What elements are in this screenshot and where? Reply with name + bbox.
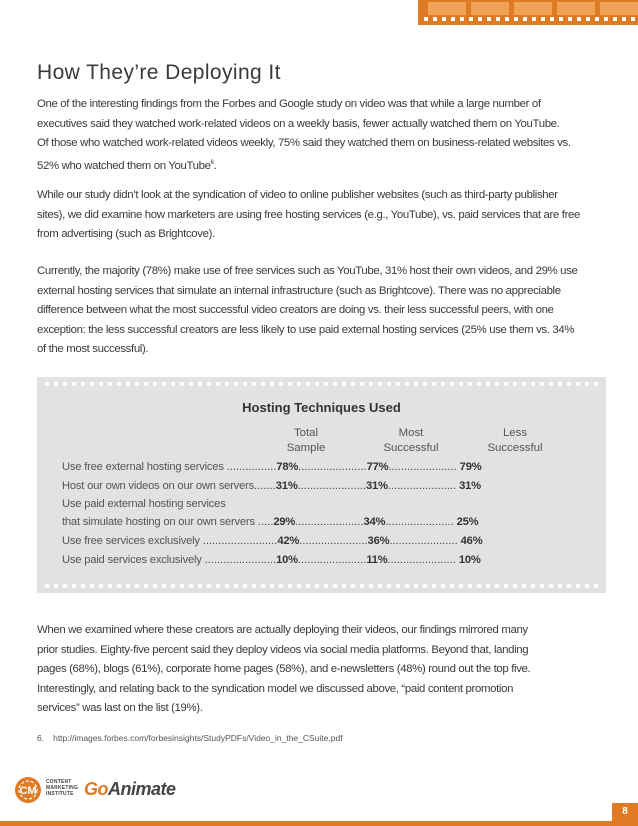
film-frame <box>428 2 466 15</box>
cell-total-sample: 31% <box>275 480 298 492</box>
film-frame <box>471 2 509 15</box>
paragraph-line-end: . <box>213 159 217 172</box>
paragraph-line: When we examined where these creators are actually deploying their videos, our findings mirrored many <box>37 624 528 636</box>
table-row <box>62 496 542 512</box>
cmi-logo-line: MARKETING <box>46 785 79 791</box>
goanimate-logo <box>84 779 176 800</box>
cmi-logo-text <box>46 779 78 797</box>
section-heading: How They’re Deploying It <box>37 61 281 84</box>
goanimate-logo-go: Go <box>84 779 108 799</box>
paragraph-1 <box>37 95 607 176</box>
cmi-logo-line: CONTENT <box>46 779 72 785</box>
leader-dots: ....... <box>254 480 276 492</box>
paragraph-line: services” was last on the list (19%). <box>37 702 203 714</box>
row-label: Use free external hosting services <box>62 461 224 473</box>
paragraph-line: executives said they watched work-related videos on a weekly basis, fewer actually watched them on YouTube. <box>37 117 560 130</box>
film-frame <box>514 2 552 15</box>
leader-dots: ...................... <box>389 535 458 547</box>
cell-most-successful: 36% <box>367 535 390 547</box>
film-frame <box>557 2 595 15</box>
footnote <box>37 733 343 743</box>
paragraph-line: Of those who watched work-related videos weekly, 75% said they watched them on business-related websites vs. <box>37 137 571 149</box>
paragraph-line: Currently, the majority (78%) make use of free services such as YouTube, 31% host their own videos, and 29% use <box>37 265 578 277</box>
film-sprocket-holes <box>45 382 600 386</box>
row-label: Use paid external hosting services <box>62 498 226 510</box>
table-row <box>62 533 542 549</box>
film-sprocket-holes <box>45 584 600 588</box>
leader-dots: ...................... <box>298 461 367 473</box>
paragraph-line: from advertising (such as Brightcove). <box>37 228 215 240</box>
paragraph-3 <box>37 262 607 360</box>
cell-total-sample: 29% <box>273 516 296 528</box>
cell-most-successful: 11% <box>366 554 388 566</box>
row-label: Host our own videos on our own servers <box>62 480 255 492</box>
leader-dots: ...................... <box>297 554 367 566</box>
column-header-less-successful <box>470 426 560 456</box>
cell-less-successful: 10% <box>458 554 481 566</box>
page-number: 8 <box>612 803 638 821</box>
leader-dots: ...................... <box>295 516 364 528</box>
cell-less-successful: 79% <box>459 461 482 473</box>
paragraph-line: One of the interesting findings from the Forbes and Google study on video was that while a large number of <box>37 98 541 110</box>
leader-dots: ...................... <box>387 554 456 566</box>
leader-dots: ....................... <box>204 554 277 566</box>
column-header-most-successful <box>366 426 456 456</box>
paragraph-4 <box>37 621 607 719</box>
row-label: that simulate hosting on our own servers <box>62 516 255 528</box>
column-header-line: Sample <box>286 442 326 454</box>
film-frame <box>600 2 638 15</box>
leader-dots: ...................... <box>388 461 457 473</box>
paragraph-line: prior studies. Eighty-five percent said they deploy videos via social media platforms. Beyond that, landing <box>37 643 529 656</box>
table-row <box>62 514 542 530</box>
film-strip-decoration <box>418 0 638 25</box>
paragraph-line: Interestingly, and relating back to the syndication model we discussed above, “paid content promotion <box>37 682 514 695</box>
table-title: Hosting Techniques Used <box>242 400 401 415</box>
footnote-link[interactable]: http://images.forbes.com/forbesinsights/StudyPDFs/Video_in_the_CSuite.pdf <box>53 733 343 743</box>
cmi-logo-mark: CM <box>19 785 37 797</box>
paragraph-line: While our study didn’t look at the syndication of video to online publisher websites (such as third-party publisher <box>37 189 558 201</box>
paragraph-line: 52% who watched them on YouTube <box>37 159 211 172</box>
column-header-line: Successful <box>383 442 439 454</box>
cmi-logo-line: INSTITUTE <box>46 791 74 797</box>
cell-less-successful: 46% <box>460 535 483 547</box>
paragraph-2 <box>37 186 607 245</box>
leader-dots: ........................ <box>202 535 278 547</box>
goanimate-logo-rest: Animate <box>108 779 176 799</box>
row-label: Use free services exclusively <box>62 535 200 547</box>
column-header-line: Less <box>502 427 528 439</box>
paragraph-line: pages (68%), blogs (61%), corporate home pages (58%), and e-newsletters (48%) round out the top five. <box>37 663 531 675</box>
paragraph-line: of the most successful). <box>37 343 149 355</box>
table-row <box>62 478 542 494</box>
footnote-number: 6. <box>37 733 45 743</box>
leader-dots: ...................... <box>385 516 454 528</box>
table-row <box>62 459 542 475</box>
row-label: Use paid services exclusively <box>62 554 202 566</box>
cell-most-successful: 31% <box>365 480 388 492</box>
cell-total-sample: 42% <box>277 535 300 547</box>
footnote-reference: 6 <box>210 159 214 166</box>
paragraph-line: sites), we did examine how marketers are using free hosting services (e.g., YouTube), vs. paid services that are free <box>37 208 580 221</box>
cell-less-successful: 25% <box>456 516 479 528</box>
cell-most-successful: 77% <box>366 461 389 473</box>
leader-dots: ................ <box>226 461 277 473</box>
column-header-total-sample <box>261 426 351 456</box>
table-row <box>62 552 542 568</box>
cell-total-sample: 78% <box>276 461 299 473</box>
leader-dots: ...................... <box>299 535 368 547</box>
hosting-techniques-table <box>37 377 606 593</box>
bottom-rule <box>0 821 638 826</box>
paragraph-line: difference between what the most successful video creators are doing vs. their less successful peers, with one <box>37 304 554 316</box>
leader-dots: ...................... <box>297 480 366 492</box>
column-header-line: Successful <box>487 442 543 454</box>
cell-less-successful: 31% <box>459 480 481 492</box>
leader-dots: ..... <box>257 516 274 528</box>
column-header-line: Total <box>293 427 319 439</box>
cell-most-successful: 34% <box>363 516 386 528</box>
column-header-line: Most <box>398 427 424 439</box>
film-sprocket-holes <box>424 17 638 21</box>
cell-total-sample: 10% <box>276 554 298 566</box>
paragraph-line: exception: the less successful creators are less likely to use paid external hosting services (25% use them vs. 34% <box>37 323 575 336</box>
leader-dots: ...................... <box>387 480 457 492</box>
paragraph-line: external hosting services that simulate an internal infrastructure (such as Brightcove). There was no appreciable <box>37 284 561 297</box>
